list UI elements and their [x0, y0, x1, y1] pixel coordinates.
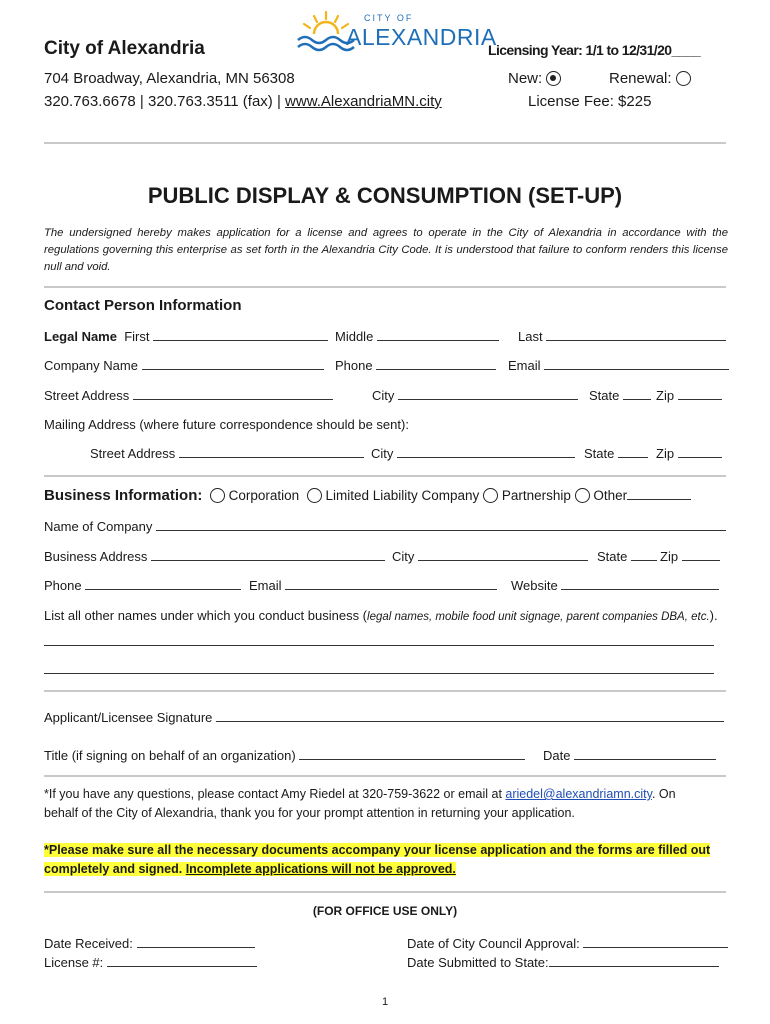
mail-zip-row — [656, 446, 722, 461]
warning-text-1: *Please make sure all the necessary documents accompany your license application and the forms are filled out — [44, 843, 711, 857]
mail-street-row — [90, 446, 364, 461]
business-city-label: City — [392, 549, 415, 564]
other-radio[interactable] — [575, 488, 590, 503]
org-contact-line — [44, 93, 442, 110]
phone-fax: 320.763.6678 | 320.763.3511 (fax) | — [44, 93, 286, 110]
contact-heading: Contact Person Information — [44, 297, 242, 314]
mail-street-field[interactable] — [179, 446, 364, 458]
business-company-field[interactable] — [156, 519, 726, 531]
mail-state-field[interactable] — [618, 446, 648, 458]
date-label: Date — [543, 748, 571, 763]
form-title: PUBLIC DISPLAY & CONSUMPTION (SET-UP) — [147, 183, 623, 208]
business-zip-field[interactable] — [682, 549, 720, 561]
first-label: First — [124, 329, 150, 344]
legal-name-label: Legal Name — [44, 329, 117, 344]
corporation-radio[interactable] — [210, 488, 225, 503]
divider — [44, 690, 726, 692]
office-use-heading: (FOR OFFICE USE ONLY) — [312, 904, 458, 918]
corporation-label: Corporation — [228, 488, 300, 503]
council-approval-field[interactable] — [583, 936, 728, 948]
mail-city-field[interactable] — [397, 446, 575, 458]
phone-label: Phone — [335, 358, 373, 373]
license-number-field[interactable] — [107, 955, 257, 967]
org-name: City of Alexandria — [44, 38, 205, 59]
state-label: State — [589, 388, 620, 403]
divider — [44, 475, 726, 477]
phone-field[interactable] — [376, 358, 496, 370]
email-row — [508, 358, 729, 373]
last-row — [518, 329, 726, 344]
page-number: 1 — [381, 996, 389, 1008]
website-link[interactable]: www.AlexandriaMN.city — [285, 93, 442, 110]
license-number-label: License #: — [44, 955, 104, 970]
email-label: Email — [508, 358, 541, 373]
signature-field[interactable] — [216, 710, 724, 722]
new-option[interactable] — [508, 70, 561, 87]
submitted-state-label: Date Submitted to State: — [407, 955, 549, 970]
license-fee: License Fee: $225 — [528, 93, 652, 110]
business-address-row — [44, 549, 385, 564]
intro-text: The undersigned hereby makes application for a license and agrees to operate in the City of Alexandria in accordance with the regulations governing this enterprise as set forth in the Alexandria City Code. It is understood that failure to conform renders this license null and void. — [44, 227, 728, 273]
phone-row — [335, 358, 496, 373]
middle-row — [335, 329, 499, 344]
title-row — [44, 748, 525, 763]
last-name-field[interactable] — [546, 329, 726, 341]
middle-label: Middle — [335, 329, 374, 344]
street-address-field[interactable] — [133, 388, 333, 400]
mailing-address-label: Mailing Address (where future correspondence should be sent): — [44, 417, 409, 432]
warning-line2 — [44, 862, 456, 876]
contact-email-link[interactable]: ariedel@alexandriamn.city — [505, 787, 652, 801]
warning-text-2b: Incomplete applications will not be approved. — [185, 862, 456, 876]
title-label: Title (if signing on behalf of an organization) — [44, 748, 296, 763]
city-row — [372, 388, 578, 403]
email-field[interactable] — [544, 358, 729, 370]
state-row — [589, 388, 651, 403]
mail-zip-label: Zip — [656, 446, 675, 461]
other-names-line-1[interactable] — [44, 645, 714, 646]
business-type-row — [44, 487, 691, 504]
business-company-label: Name of Company — [44, 519, 153, 534]
warning-line1 — [44, 843, 710, 857]
partnership-label: Partnership — [501, 488, 571, 503]
business-state-row — [597, 549, 657, 564]
business-address-label: Business Address — [44, 549, 148, 564]
business-email-row — [249, 578, 497, 593]
mail-zip-field[interactable] — [678, 446, 722, 458]
contact-note-line1 — [44, 787, 676, 801]
business-website-row — [511, 578, 719, 593]
company-name-field[interactable] — [142, 358, 324, 370]
logo-small-text: CITY OF — [364, 13, 414, 23]
mail-city-label: City — [371, 446, 394, 461]
other-label: Other — [593, 488, 628, 503]
llc-label: Limited Liability Company — [325, 488, 480, 503]
business-phone-field[interactable] — [85, 578, 241, 590]
signature-label: Applicant/Licensee Signature — [44, 710, 213, 725]
submitted-state-row — [407, 955, 719, 970]
renewal-label: Renewal: — [609, 70, 672, 87]
submitted-state-field[interactable] — [549, 955, 719, 967]
date-received-field[interactable] — [137, 936, 255, 948]
other-names-row — [44, 608, 718, 623]
business-state-label: State — [597, 549, 628, 564]
contact-note-pre: *If you have any questions, please contact Amy Riedel at 320-759-3622 or email at — [44, 787, 506, 801]
date-received-row — [44, 936, 255, 951]
state-field[interactable] — [623, 388, 651, 400]
street-address-label: Street Address — [44, 388, 130, 403]
middle-name-field[interactable] — [377, 329, 499, 341]
org-address: 704 Broadway, Alexandria, MN 56308 — [44, 70, 295, 87]
date-field[interactable] — [574, 748, 716, 760]
company-name-label: Company Name — [44, 358, 138, 373]
city-label: City — [372, 388, 395, 403]
licensing-year: Licensing Year: 1/1 to 12/31/20____ — [488, 42, 701, 58]
business-address-field[interactable] — [151, 549, 385, 561]
divider — [44, 775, 726, 777]
license-number-row — [44, 955, 257, 970]
mail-city-row — [371, 446, 575, 461]
last-label: Last — [518, 329, 543, 344]
business-zip-label: Zip — [660, 549, 679, 564]
renewal-radio[interactable] — [676, 71, 691, 86]
mail-state-row — [584, 446, 648, 461]
legal-name-row — [44, 329, 328, 344]
new-label: New: — [508, 70, 543, 87]
renewal-option[interactable] — [609, 70, 691, 87]
business-website-field[interactable] — [561, 578, 719, 590]
business-email-label: Email — [249, 578, 282, 593]
company-name-business-row — [44, 519, 726, 534]
mail-state-label: State — [584, 446, 615, 461]
council-approval-row — [407, 936, 728, 951]
zip-field[interactable] — [678, 388, 722, 400]
business-phone-label: Phone — [44, 578, 82, 593]
business-heading: Business Information: — [44, 487, 203, 504]
other-type-field[interactable] — [627, 488, 691, 500]
divider — [44, 286, 726, 288]
date-received-label: Date Received: — [44, 936, 133, 951]
zip-label: Zip — [656, 388, 675, 403]
street-row — [44, 388, 333, 403]
llc-radio[interactable] — [307, 488, 322, 503]
business-website-label: Website — [511, 578, 558, 593]
logo-big-text: ALEXANDRIA — [346, 24, 497, 50]
city-logo — [296, 10, 497, 56]
business-city-field[interactable] — [418, 549, 588, 561]
council-approval-label: Date of City Council Approval: — [407, 936, 580, 951]
other-names-end: ). — [709, 608, 718, 623]
title-field[interactable] — [299, 748, 525, 760]
contact-note-line2: behalf of the City of Alexandria, thank you for your prompt attention in returning your application. — [44, 806, 575, 820]
business-city-row — [392, 549, 588, 564]
new-radio[interactable] — [546, 71, 561, 86]
warning-text-2a: completely and signed. — [44, 862, 186, 876]
divider — [44, 142, 726, 144]
contact-note-post: . On — [651, 787, 676, 801]
other-names-hint: legal names, mobile food unit signage, parent companies DBA, etc. — [367, 611, 710, 623]
business-state-field[interactable] — [631, 549, 657, 561]
mail-street-label: Street Address — [90, 446, 176, 461]
company-row — [44, 358, 324, 373]
business-phone-row — [44, 578, 241, 593]
other-names-line-2[interactable] — [44, 673, 714, 674]
city-field[interactable] — [398, 388, 578, 400]
signature-row — [44, 710, 724, 725]
divider — [44, 891, 726, 893]
business-email-field[interactable] — [285, 578, 497, 590]
first-name-field[interactable] — [153, 329, 328, 341]
date-row — [543, 748, 716, 763]
partnership-radio[interactable] — [483, 488, 498, 503]
zip-row — [656, 388, 722, 403]
other-names-label: List all other names under which you conduct business ( — [44, 608, 368, 623]
business-zip-row — [660, 549, 720, 564]
